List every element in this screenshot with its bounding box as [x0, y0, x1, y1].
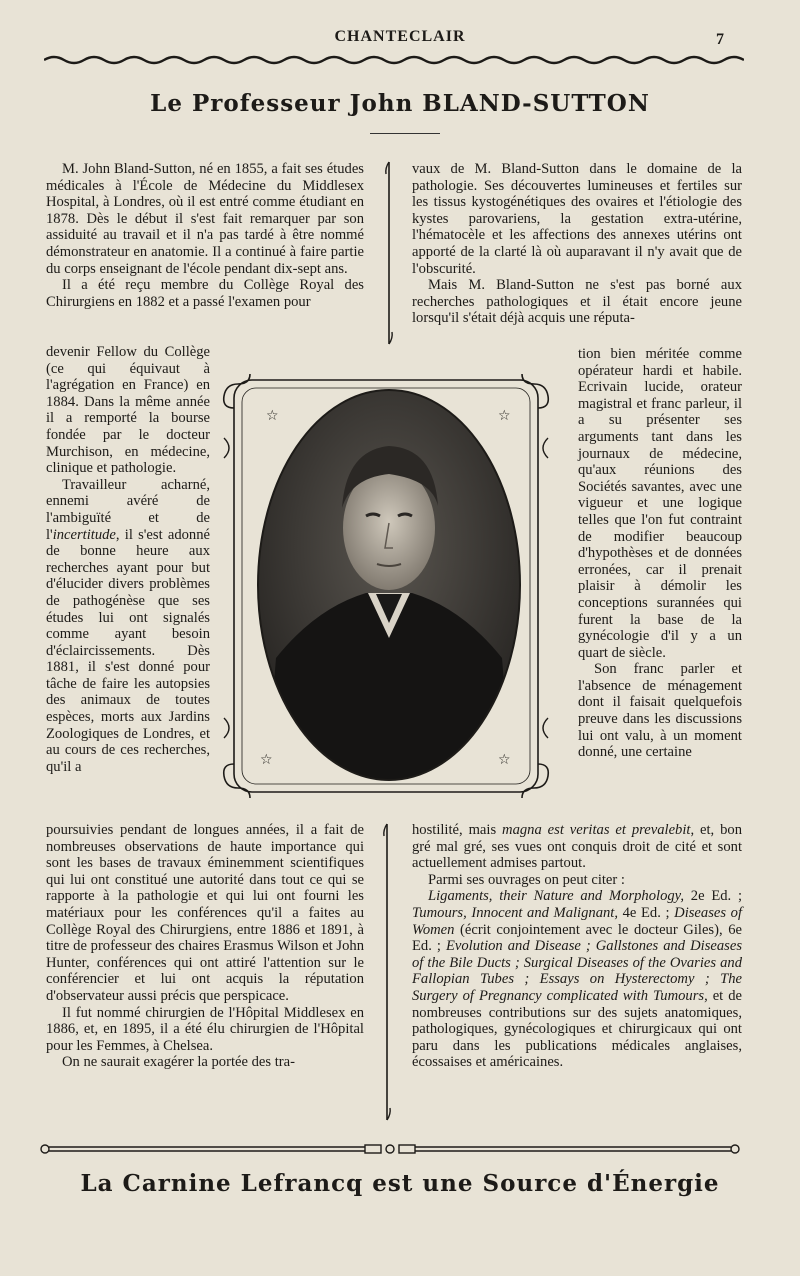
text-run: 4e Ed. ; [618, 904, 675, 921]
text-run: , et de nombreuses contributions sur des sujets anatomiques, pathologiques, gynécologiques et chirurgicaux qui ont paru dans les publications médicales anglaises, écossaises et américaines. [412, 987, 742, 1071]
italic-run: incertitude [52, 526, 116, 543]
work-title: Ligaments, their Nature and Morphology, [428, 888, 684, 905]
svg-text:☆: ☆ [498, 752, 511, 768]
paragraph [46, 477, 210, 776]
right-column-wrap [578, 346, 742, 761]
paragraph [412, 822, 742, 872]
svg-text:☆: ☆ [266, 408, 279, 424]
work-title: Tumours, Innocent and Malignant, [412, 904, 618, 921]
header-wavy-rule [44, 50, 744, 66]
text-run: (écrit conjointement avec le docteur Giles), 6e Ed. ; [412, 921, 742, 955]
paragraph: tion bien méritée comme opérateur hardi et habile. Ecrivain lucide, orateur magistral et franc parleur, il a su présenter ses arguments tant dans les journaux de médecine, qu'aux réunions des Sociétés savantes, avec une vigueur et une logique telles que l'on fut contraint de modifier beaucoup d'hypothèses et de données erronées, car il prenait plaisir à démolir les conceptions surannées qui furent la base de la gynécologie d'il y a un quart de siècle. [578, 346, 742, 661]
paragraph: Il fut nommé chirurgien de l'Hôpital Middlesex en 1886, et, en 1895, il a été élu chirurgien de l'Hôpital pour les Femmes, à Chelsea. [46, 1004, 364, 1054]
footer-ornamental-rule [40, 1141, 740, 1157]
left-column-bottom [46, 822, 364, 1071]
right-column-bottom [412, 822, 742, 1071]
paragraph: Mais M. Bland-Sutton ne s'est pas borné aux recherches pathologiques et il était encore jeune lorsqu'il s'était déjà acquis une réputa- [412, 277, 742, 327]
svg-text:☆: ☆ [260, 752, 273, 768]
paragraph: devenir Fellow du Collège (ce qui équivaut à l'agrégation en France) en 1884. Dans la même année il a remporté la bourse fondée par le docteur Murchison, en médecine, clinique et pathologie. [46, 344, 210, 477]
paragraph: Il a été reçu membre du Collège Royal des Chirurgiens en 1882 et a passé l'examen pour [46, 277, 364, 310]
text-run: , il s'est adonné de bonne heure aux recherches ayant pour but d'élucider divers problèmes de pathogénèse que ses études lui ont signalés comme ayant besoin d'éclaircissements. Dès 1881, il s'est donné pour tâche de faire les autopsies des animaux de toutes espèces, morts aux Jardins Zoologiques de Londres, et au cours de ces recherches, qu'il a [46, 526, 210, 775]
works-list [412, 888, 742, 1071]
left-bracket-top [383, 160, 395, 346]
right-bracket-bottom [381, 822, 393, 1122]
paragraph: On ne saurait exagérer la portée des tra- [62, 1054, 295, 1071]
paragraph: poursuivies pendant de longues années, il a fait de nombreuses observations de haute importance qui sont les bases de travaux éminemment scientifiques qui lui ont constitué une autorité dans tout ce qui se rapporte à la pathologie et qui lui ont fourni les matériaux pour les conférences qu'il a faites au Collège Royal des Chirurgiens, entre 1886 et 1891, à titre de professeur des chaires Erasmus Wilson et John Hunter, conférences qui ont attiré l'attention sur le conférencier et lui ont acquis la réputation d'observateur aussi précis que perspicace. [46, 822, 364, 1004]
running-title: CHANTECLAIR [334, 28, 466, 45]
text-run: 2e Ed. ; [684, 888, 743, 905]
text-run: Travailleur acharné, ennemi avéré de l'ambiguïté et de l' [46, 476, 210, 543]
portrait-photo [256, 388, 522, 783]
latin-quote: magna est veritas et prevalebit [502, 822, 691, 838]
paragraph: Parmi ses ouvrages on peut citer : [428, 871, 625, 888]
text-run: , et, bon gré mal gré, ses vues ont conquis droit de cité et sont actuellement admises partout. [412, 822, 742, 872]
work-title: Diseases of Women [412, 904, 743, 938]
text-run: hostilité, mais [412, 822, 503, 838]
article-title: Le Professeur John BLAND-SUTTON [150, 90, 650, 117]
left-column-top [46, 161, 364, 310]
work-title: Evolution and Disease ; Gallstones and Diseases of the Bile Ducts ; Surgical Diseases of the Ovaries and Fallopian Tubes ; Essays on Hysterectomy ; The Surgery of Pregnancy complicated with Tumours [412, 938, 742, 1004]
svg-text:☆: ☆ [498, 408, 511, 424]
paragraph: Son franc parler et l'absence de ménagement dont il faisait quelquefois preuve dans les discussions lui ont valu, à un moment donné, une certaine [578, 661, 742, 761]
page-number: 7 [716, 31, 724, 48]
paragraph: vaux de M. Bland-Sutton dans le domaine de la pathologie. Ses découvertes lumineuses et fertiles sur les tissus kystogénétiques des ovaires et l'étiologie des kystes parovariens, la gestation extra-utérine, l'hématocèle et les affections des annexes utérins ont apporté de la clarté là où auparavant il n'y avait que de l'obscurité. [412, 161, 742, 277]
right-column-top [412, 161, 742, 327]
left-column-wrap [46, 344, 210, 775]
paragraph: M. John Bland-Sutton, né en 1855, a fait ses études médicales à l'École de Médecine du Middlesex Hospital, à Londres, où il est entré comme étudiant en 1878. Dès le début il s'est fait remarquer par son assiduité au travail et il n'a pas tardé à être nommé démonstrateur en anatomie. Il a continué à faire partie du corps enseignant de l'école pendant dix-sept ans. [46, 161, 364, 277]
advertisement-slogan: La Carnine Lefrancq est une Source d'Énergie [80, 1170, 720, 1197]
title-rule [370, 133, 440, 134]
